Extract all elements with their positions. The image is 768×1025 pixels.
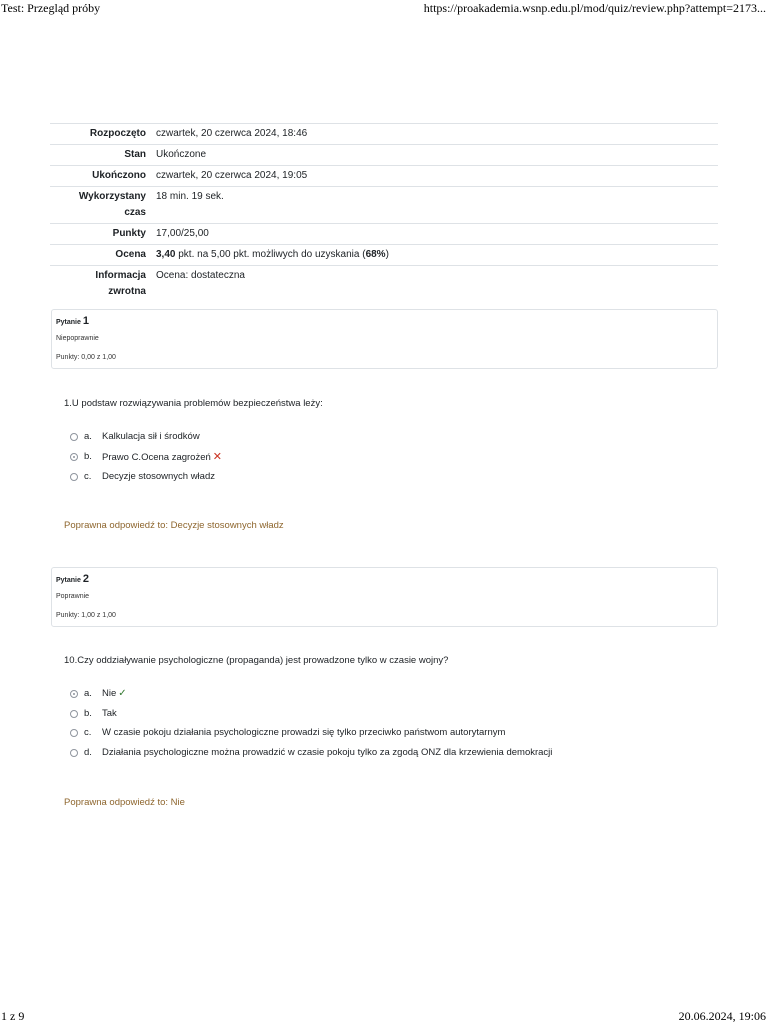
option-text: W czasie pokoju działania psychologiczne prowadzi się tylko przeciwko państwom autorytarnym <box>102 727 506 738</box>
grade-bold: 3,40 <box>156 249 176 260</box>
summary-row-state <box>50 145 718 166</box>
radio-button[interactable] <box>70 710 78 718</box>
question-2-text: 10.Czy oddziaływanie psychologiczne (propaganda) jest prowadzone tylko w czasie wojny? <box>64 655 449 666</box>
print-page-number: 1 z 9 <box>1 1009 25 1023</box>
radio-button-selected[interactable] <box>70 690 78 698</box>
question-number: 1 <box>82 315 89 327</box>
print-footer <box>0 1009 768 1025</box>
print-datetime: 20.06.2024, 19:06 <box>678 1009 766 1023</box>
grade-value <box>152 245 718 266</box>
question-2-state: Poprawnie <box>56 593 90 600</box>
radio-button[interactable] <box>70 749 78 757</box>
grade-percent: 68% <box>365 249 386 260</box>
question-1-info <box>51 309 718 369</box>
question-2-right-answer: Poprawna odpowiedź to: Nie <box>64 797 185 808</box>
print-header <box>0 1 768 17</box>
option-text-wrapper <box>102 684 127 704</box>
question-1-state: Niepoprawnie <box>56 335 99 342</box>
summary-row-feedback <box>50 266 718 303</box>
state-label: Stan <box>124 149 146 160</box>
question-label: Pytanie <box>56 577 83 584</box>
radio-button[interactable] <box>70 433 78 441</box>
question-1-text: 1.U podstaw rozwiązywania problemów bezpieczeństwa leży: <box>64 398 323 409</box>
radio-button-selected[interactable] <box>70 453 78 461</box>
correct-check-icon: ✓ <box>118 688 127 699</box>
print-url: https://proakademia.wsnp.edu.pl/mod/quiz/review.php?attempt=2173... <box>423 1 766 15</box>
started-label: Rozpoczęto <box>89 128 146 139</box>
completed-value: czwartek, 20 czerwca 2024, 19:05 <box>156 170 308 181</box>
option-text: Tak <box>102 707 117 719</box>
option-letter: a. <box>84 431 92 442</box>
summary-row-completed <box>50 166 718 187</box>
feedback-value: Ocena: dostateczna <box>156 270 245 281</box>
radio-button[interactable] <box>70 729 78 737</box>
question-1-number <box>56 315 89 327</box>
marks-label: Punkty <box>112 228 146 239</box>
attempt-summary-table <box>50 123 718 302</box>
option-letter: b. <box>84 451 92 462</box>
option-letter: c. <box>84 727 92 738</box>
summary-row-grade <box>50 245 718 266</box>
completed-label: Ukończono <box>92 170 146 181</box>
question-1-right-answer: Poprawna odpowiedź to: Decyzje stosownych władz <box>64 520 284 531</box>
time-value: 18 min. 19 sek. <box>156 191 224 202</box>
started-value: czwartek, 20 czerwca 2024, 18:46 <box>156 128 308 139</box>
option-text: Decyzje stosownych władz <box>102 471 215 482</box>
question-label: Pytanie <box>56 319 83 326</box>
grade-mid: pkt. na 5,00 pkt. możliwych do uzyskania ( <box>175 249 366 260</box>
question-2-number <box>56 573 89 585</box>
feedback-label-line2: zwrotna <box>108 286 146 297</box>
option-letter: d. <box>84 746 92 758</box>
marks-value: 17,00/25,00 <box>156 228 209 239</box>
option-letter: b. <box>84 707 92 719</box>
state-value: Ukończone <box>156 149 207 160</box>
option-text-wrapper <box>102 447 222 468</box>
option-text: Działania psychologiczne można prowadzić w czasie pokoju tylko za zgodą ONZ dla krzewienia demokracji <box>102 746 553 758</box>
question-number: 2 <box>82 573 89 585</box>
option-text: Nie <box>102 688 117 699</box>
question-2-grade: Punkty: 1,00 z 1,00 <box>56 612 116 619</box>
option-letter: a. <box>84 688 92 699</box>
question-1-grade: Punkty: 0,00 z 1,00 <box>56 354 116 361</box>
radio-button[interactable] <box>70 473 78 481</box>
feedback-label-line1: Informacja <box>95 270 146 281</box>
question-2-info <box>51 567 718 627</box>
option-letter: c. <box>84 471 92 482</box>
print-page-title: Test: Przegląd próby <box>1 1 101 15</box>
option-text: Prawo C.Ocena zagrożeń <box>102 452 211 463</box>
grade-end: ) <box>385 249 389 260</box>
feedback-label <box>50 266 152 303</box>
summary-row-time <box>50 187 718 224</box>
summary-row-started <box>50 124 718 145</box>
incorrect-x-icon: ✕ <box>212 451 222 463</box>
option-text: Kalkulacja sił i środków <box>102 431 200 442</box>
time-label-line2: czas <box>124 207 146 218</box>
grade-label: Ocena <box>115 249 146 260</box>
summary-row-marks <box>50 224 718 245</box>
time-label-line1: Wykorzystany <box>78 191 146 202</box>
time-label <box>50 187 152 224</box>
